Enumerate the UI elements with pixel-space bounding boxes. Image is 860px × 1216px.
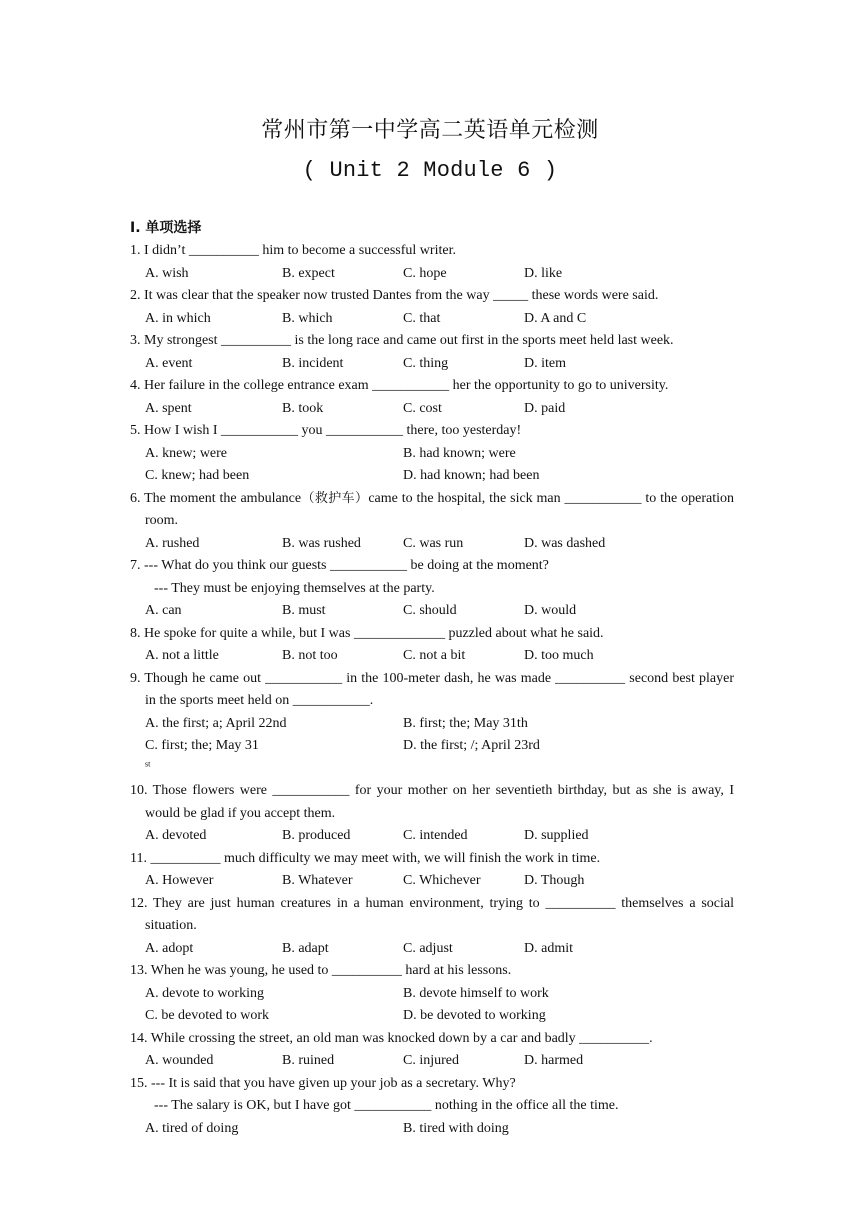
- question-11: [130, 848, 734, 893]
- option-d: D. would: [524, 603, 577, 618]
- option-b: B. which: [282, 310, 333, 326]
- option-c: C. thing: [403, 355, 449, 371]
- options-row: [130, 308, 734, 331]
- options-row: [130, 870, 734, 893]
- option-d: D. the first; /; April 23rd: [403, 738, 540, 753]
- options-row: [130, 938, 734, 961]
- option-c: C. not a bit: [403, 648, 466, 663]
- option-c: C. intended: [403, 828, 468, 843]
- section-heading: I. 单项选择: [130, 220, 202, 236]
- option-c: C. be devoted to work: [145, 1008, 270, 1023]
- stem-note: （救护车）: [301, 490, 369, 506]
- option-b: B. took: [282, 400, 324, 416]
- options-row: [130, 533, 734, 556]
- dialog-reply: --- They must be enjoying themselves at the party.: [154, 580, 435, 596]
- option-b: B. expect: [282, 265, 335, 281]
- stem-part: 6. The moment the ambulance: [130, 490, 302, 506]
- stem-part: came to the hospital, the sick man ___________ to the operation room.: [145, 490, 734, 528]
- option-a: A. devote to working: [145, 985, 264, 1001]
- option-d: D. too much: [524, 648, 594, 663]
- option-c: C. should: [403, 603, 457, 618]
- options-row: [130, 398, 734, 421]
- question-stem: 10. Those flowers were ___________ for your mother on her seventieth birthday, but as she is away, I would be glad if you accept them.: [130, 783, 734, 821]
- option-c: C. cost: [403, 400, 442, 416]
- question-stem: [130, 488, 734, 533]
- question-9: [130, 668, 734, 781]
- option-a: A. devoted: [145, 828, 207, 843]
- option-c: C. injured: [403, 1053, 459, 1068]
- question-list: [130, 240, 734, 1140]
- question-8: [130, 623, 734, 668]
- option-c: C. that: [403, 310, 441, 326]
- option-d: D. had known; had been: [403, 468, 540, 483]
- superscript: st: [145, 758, 151, 768]
- question-stem: 14. While crossing the street, an old man was knocked down by a car and badly __________.: [130, 1030, 653, 1046]
- option-a: A. wounded: [145, 1053, 214, 1068]
- options-row: [130, 465, 734, 488]
- option-d: D. be devoted to working: [403, 1008, 546, 1023]
- option-a: A. However: [145, 873, 214, 888]
- option-c: C. Whichever: [403, 873, 481, 888]
- option-b: B. had known; were: [403, 445, 516, 461]
- options-row: [130, 825, 734, 848]
- options-row: [130, 713, 734, 736]
- option-c: [145, 735, 403, 780]
- page-subtitle: ( Unit 2 Module 6 ): [302, 158, 558, 183]
- option-a: A. the first; a; April 22nd: [145, 715, 287, 731]
- option-c: C. was run: [403, 535, 464, 551]
- option-b: B. ruined: [282, 1053, 335, 1068]
- option-c-text: C. first; the; May 31: [145, 738, 259, 753]
- question-1: [130, 240, 734, 285]
- question-stem: 1. I didn’t __________ him to become a successful writer.: [130, 243, 456, 258]
- option-b: B. must: [282, 603, 326, 618]
- option-d: D. item: [524, 355, 566, 371]
- question-3: [130, 330, 734, 375]
- options-row: [130, 1050, 734, 1073]
- question-6: [130, 488, 734, 556]
- question-12: [130, 893, 734, 961]
- option-d: D. like: [524, 265, 563, 281]
- question-stem: 7. --- What do you think our guests ___________ be doing at the moment?: [130, 558, 549, 573]
- option-a: A. can: [145, 603, 182, 618]
- question-stem: 5. How I wish I ___________ you ___________ there, too yesterday!: [130, 423, 522, 438]
- options-row: [130, 443, 734, 466]
- option-d: D. was dashed: [524, 535, 606, 551]
- option-a: A. rushed: [145, 535, 200, 551]
- question-14: [130, 1028, 734, 1073]
- option-b: B. first; the; May 31th: [403, 715, 528, 731]
- question-2: [130, 285, 734, 330]
- question-4: [130, 375, 734, 420]
- question-stem: 2. It was clear that the speaker now trusted Dantes from the way _____ these words were said.: [130, 288, 659, 303]
- option-d: D. paid: [524, 400, 566, 416]
- question-7: [130, 555, 734, 623]
- option-b: B. was rushed: [282, 535, 361, 551]
- option-d: D. admit: [524, 940, 573, 956]
- question-stem: 13. When he was young, he used to __________ hard at his lessons.: [130, 963, 512, 978]
- option-a: A. not a little: [145, 648, 219, 663]
- question-stem: 12. They are just human creatures in a human environment, trying to __________ themselves a social situation.: [130, 895, 734, 933]
- option-a: A. spent: [145, 400, 192, 416]
- page-title: 常州市第一中学高二英语单元检测: [261, 118, 599, 143]
- option-d: D. harmed: [524, 1053, 584, 1068]
- option-b: B. adapt: [282, 940, 329, 956]
- option-b: B. produced: [282, 828, 351, 843]
- option-a: A. wish: [145, 265, 189, 281]
- dialog-reply: --- The salary is OK, but I have got ___________ nothing in the office all the time.: [154, 1098, 619, 1113]
- question-13: [130, 960, 734, 1028]
- question-stem: 8. He spoke for quite a while, but I was _____________ puzzled about what he said.: [130, 625, 604, 641]
- option-a: A. knew; were: [145, 445, 228, 461]
- question-stem: 4. Her failure in the college entrance exam ___________ her the opportunity to go to university.: [130, 378, 669, 393]
- options-row: [130, 263, 734, 286]
- option-b: B. incident: [282, 355, 344, 371]
- options-row: [130, 645, 734, 668]
- option-a: A. tired of doing: [145, 1120, 239, 1136]
- option-b: B. tired with doing: [403, 1120, 509, 1136]
- question-stem: 3. My strongest __________ is the long race and came out first in the sports meet held last week.: [130, 333, 674, 348]
- options-row: [130, 1005, 734, 1028]
- option-d: D. supplied: [524, 828, 589, 843]
- options-row: [130, 1118, 734, 1141]
- option-a: A. event: [145, 355, 193, 371]
- option-c: C. adjust: [403, 940, 453, 956]
- question-5: [130, 420, 734, 488]
- question-stem: 11. __________ much difficulty we may meet with, we will finish the work in time.: [130, 850, 601, 866]
- option-a: A. adopt: [145, 940, 194, 956]
- options-row: [130, 735, 734, 780]
- option-b: B. Whatever: [282, 873, 353, 888]
- options-row: [130, 983, 734, 1006]
- question-10: [130, 780, 734, 848]
- options-row: [130, 353, 734, 376]
- options-row: [130, 600, 734, 623]
- option-a: A. in which: [145, 310, 211, 326]
- option-b: B. not too: [282, 648, 338, 663]
- option-d: D. A and C: [524, 310, 587, 326]
- question-stem: 9. Though he came out ___________ in the 100-meter dash, he was made __________ second best player in the sports meet held on ___________.: [130, 670, 734, 708]
- option-c: C. knew; had been: [145, 468, 250, 483]
- question-stem: 15. --- It is said that you have given up your job as a secretary. Why?: [130, 1075, 516, 1091]
- option-b: B. devote himself to work: [403, 985, 549, 1001]
- question-15: [130, 1073, 734, 1141]
- option-c: C. hope: [403, 265, 447, 281]
- option-d: D. Though: [524, 873, 585, 888]
